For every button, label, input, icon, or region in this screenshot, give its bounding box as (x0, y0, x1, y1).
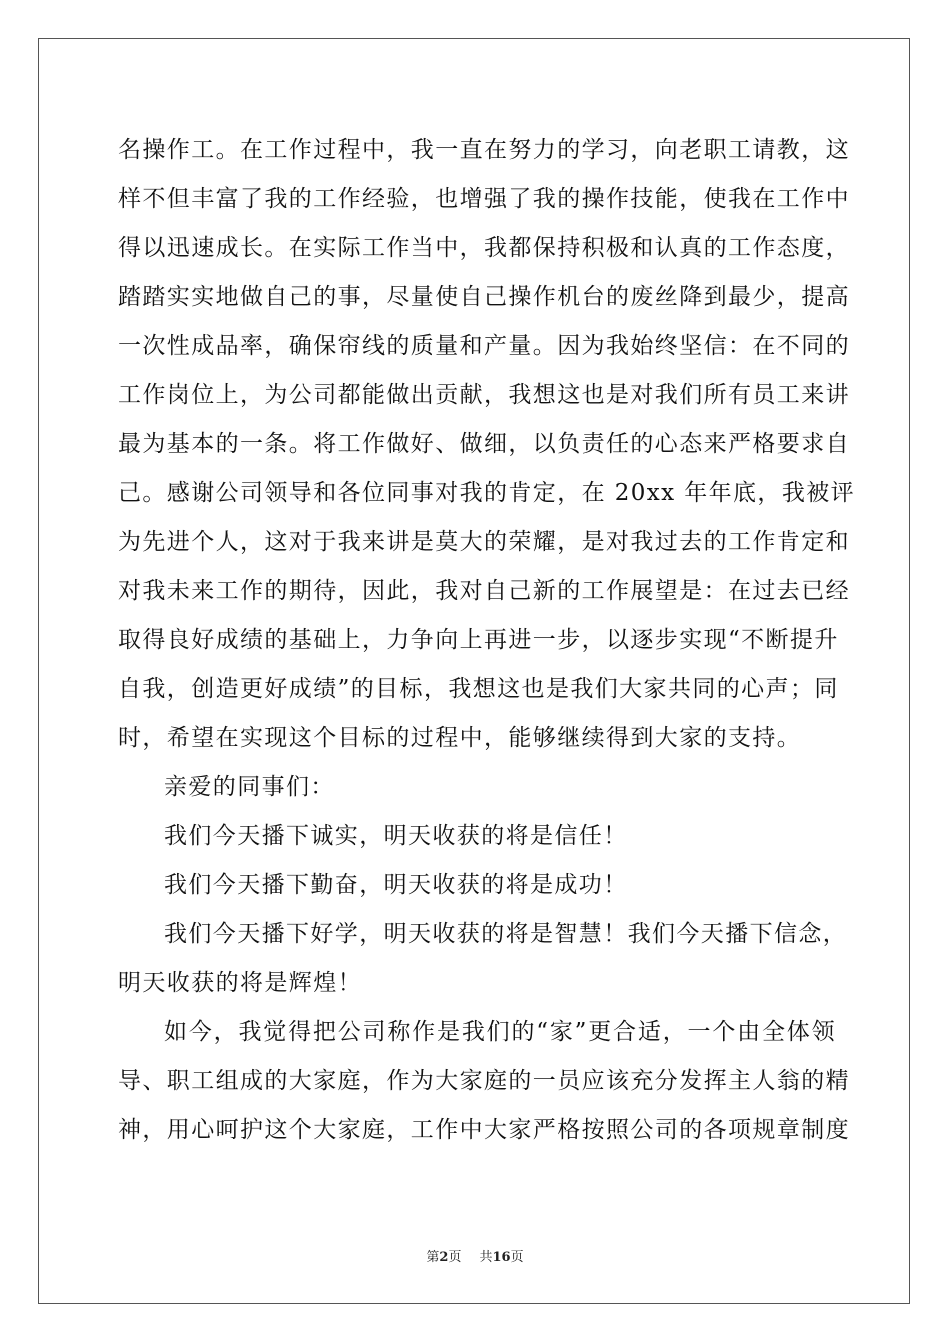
text-line: 踏踏实实地做自己的事，尽量使自己操作机台的废丝降到最少，提高 (118, 284, 850, 310)
text-line: 我们今天播下好学，明天收获的将是智慧！我们今天播下信念， (164, 921, 848, 947)
text-line: 样不但丰富了我的工作经验，也增强了我的操作技能，使我在工作中 (118, 186, 850, 212)
text-line: 为先进个人，这对于我来讲是莫大的荣耀，是对我过去的工作肯定和 (118, 529, 850, 555)
text-line: 得以迅速成长。在实际工作当中，我都保持积极和认真的工作态度， (118, 235, 850, 261)
paragraph-work-experience (118, 126, 856, 763)
total-pages: 16 (492, 1250, 511, 1265)
total-prefix: 共 (479, 1250, 493, 1265)
text-line: 对我未来工作的期待，因此，我对自己新的工作展望是：在过去已经 (118, 578, 850, 604)
text-line: 取得良好成绩的基础上，力争向上再进一步，以逐步实现“不断提升 (118, 627, 839, 653)
text-line: 一次性成品率，确保帘线的质量和产量。因为我始终坚信：在不同的 (118, 333, 850, 359)
text-line: 导、职工组成的大家庭，作为大家庭的一员应该充分发挥主人翁的精 (118, 1068, 850, 1094)
document-body (118, 126, 856, 1155)
greeting: 亲爱的同事们： (164, 774, 335, 800)
paragraph-learning (118, 910, 848, 1008)
total-suffix: 页 (510, 1250, 524, 1265)
page-prefix: 第 (426, 1250, 440, 1265)
text-line: 名操作工。在工作过程中，我一直在努力的学习，向老职工请教，这 (118, 137, 850, 163)
page-suffix: 页 (448, 1250, 462, 1265)
text-line: 己。感谢公司领导和各位同事对我的肯定，在 20xx 年年底，我被评 (118, 480, 856, 506)
text-line: 如今，我觉得把公司称作是我们的“家”更合适，一个由全体领 (164, 1019, 836, 1045)
page-number-label (426, 1250, 461, 1265)
page-number: 2 (439, 1250, 449, 1265)
text-line: 自我，创造更好成绩”的目标，我想这也是我们大家共同的心声；同 (118, 676, 839, 702)
text-line: 明天收获的将是辉煌！ (118, 970, 362, 996)
total-pages-label (479, 1250, 523, 1265)
page-footer (0, 1246, 950, 1265)
line-honesty: 我们今天播下诚实，明天收获的将是信任！ (164, 823, 628, 849)
text-line: 工作岗位上，为公司都能做出贡献，我想这也是对我们所有员工来讲 (118, 382, 850, 408)
text-line: 最为基本的一条。将工作做好、做细，以负责任的心态来严格要求自 (118, 431, 850, 457)
paragraph-company-home (118, 1008, 850, 1155)
text-line: 神，用心呵护这个大家庭，工作中大家严格按照公司的各项规章制度 (118, 1117, 850, 1143)
line-diligence: 我们今天播下勤奋，明天收获的将是成功！ (164, 872, 628, 898)
text-line: 时，希望在实现这个目标的过程中，能够继续得到大家的支持。 (118, 725, 802, 751)
